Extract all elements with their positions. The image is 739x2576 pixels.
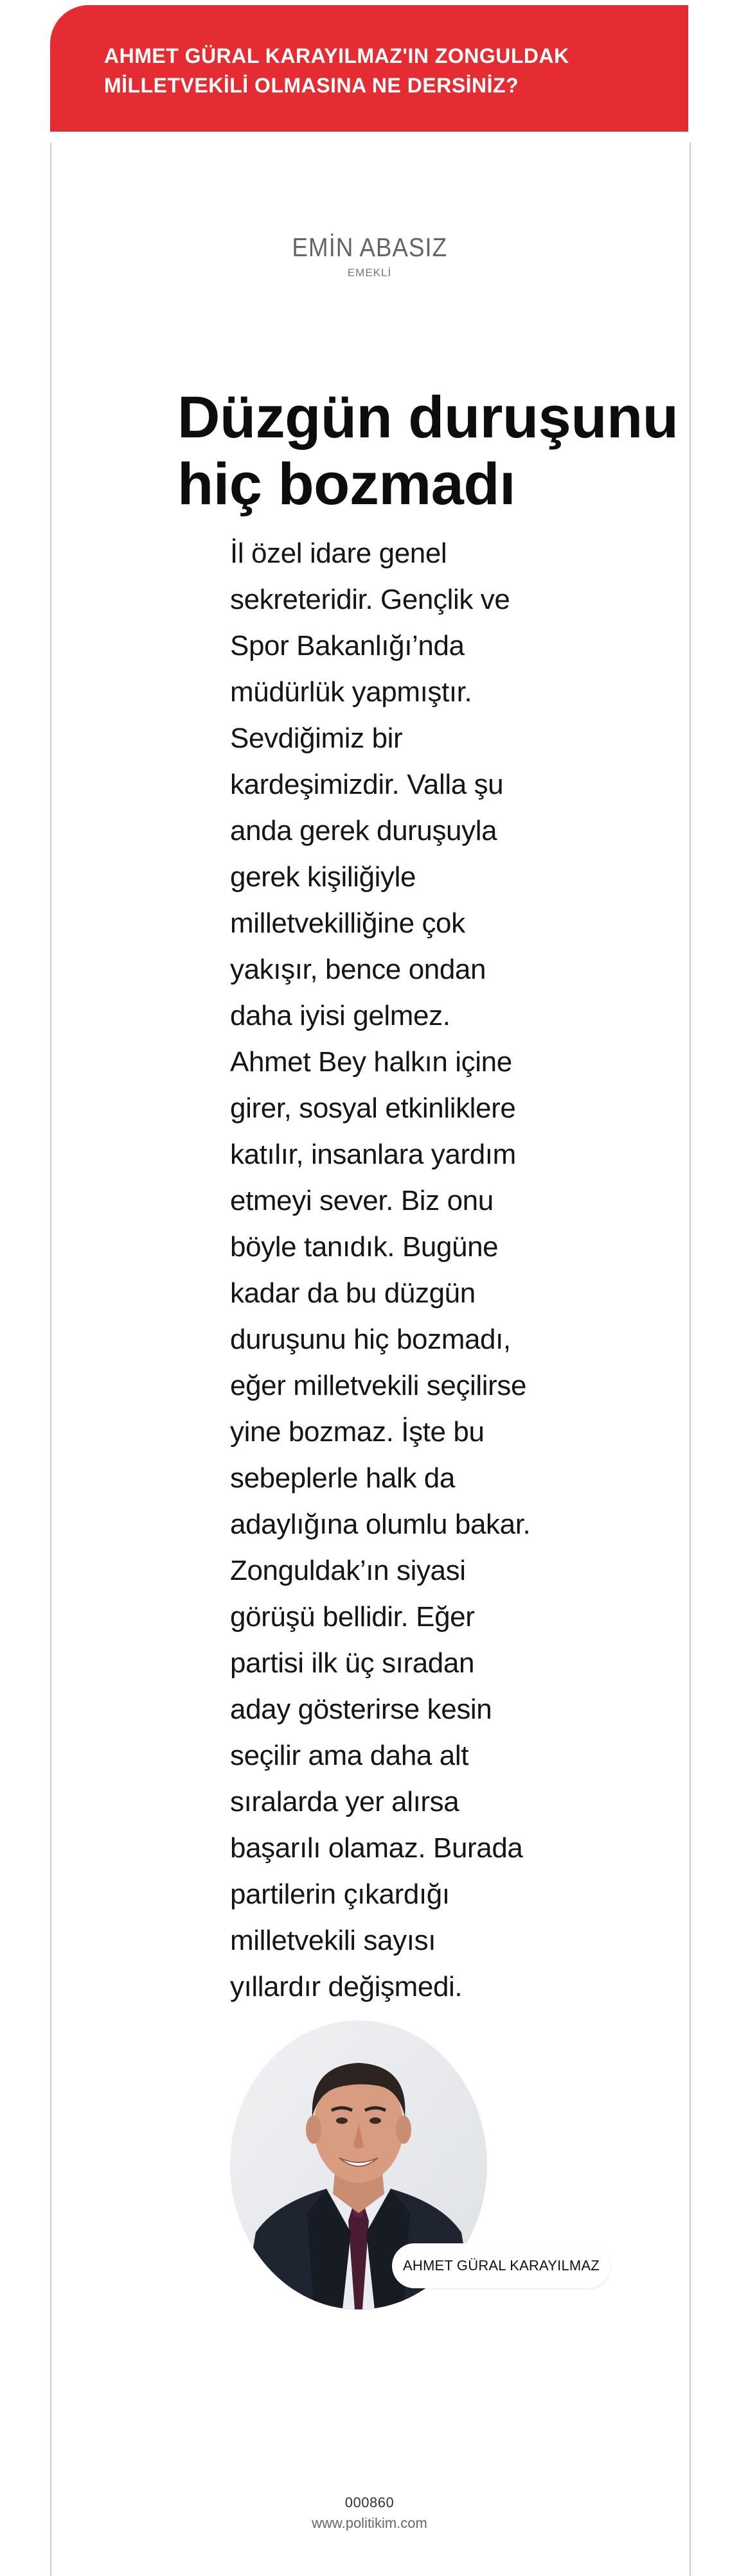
footer-number: 000860 xyxy=(344,2494,395,2510)
frame-line-left xyxy=(50,143,51,2576)
article-body: İl özel idare genel sekreteridir. Gençlik ve Spor Bakanlığı’nda müdürlük yapmıştır. Sevdiğimiz bir kardeşimizdir. Valla şu anda gerek duruşuyla gerek kişiliğiyle milletvekilliğine çok yakışır, bence ondan daha iyisi gelmez. Ahmet Bey halkın içine girer, sosyal etkinliklere katılır, insanlara yardım etmeyi sever. Biz onu böyle tanıdık. Bugüne kadar da bu düzgün duruşunu hiç bozmadı, eğer milletvekili seçilirse yine bozmaz. İşte bu sebeplerle halk da adaylığına olumlu bakar. Zonguldak’ın siyasi görüşü bellidir. Eğer partisi ilk üç sıradan aday gösterirse kesin seçilir ama daha alt sıralarda yer alırsa başarılı olamaz. Burada partilerin çıkardığı milletvekili sayısı yıllardır değişmedi. xyxy=(230,538,531,2002)
header-question: AHMET GÜRAL KARAYILMAZ'IN ZONGULDAK MİLLETVEKİLİ OLMASINA NE DERSİNİZ? xyxy=(104,44,569,97)
author-name: EMİN ABASIZ xyxy=(292,232,447,262)
author-role: EMEKLİ xyxy=(347,267,392,279)
photo-caption-pill xyxy=(392,2243,610,2288)
photo-caption: AHMET GÜRAL KARAYILMAZ xyxy=(403,2257,600,2274)
footer-site-link[interactable]: www.politikim.com xyxy=(312,2515,427,2531)
author-block xyxy=(0,232,739,279)
header-banner xyxy=(50,5,688,132)
footer xyxy=(0,2494,739,2532)
article-headline: Düzgün duruşunu hiç bozmadı xyxy=(177,385,679,517)
